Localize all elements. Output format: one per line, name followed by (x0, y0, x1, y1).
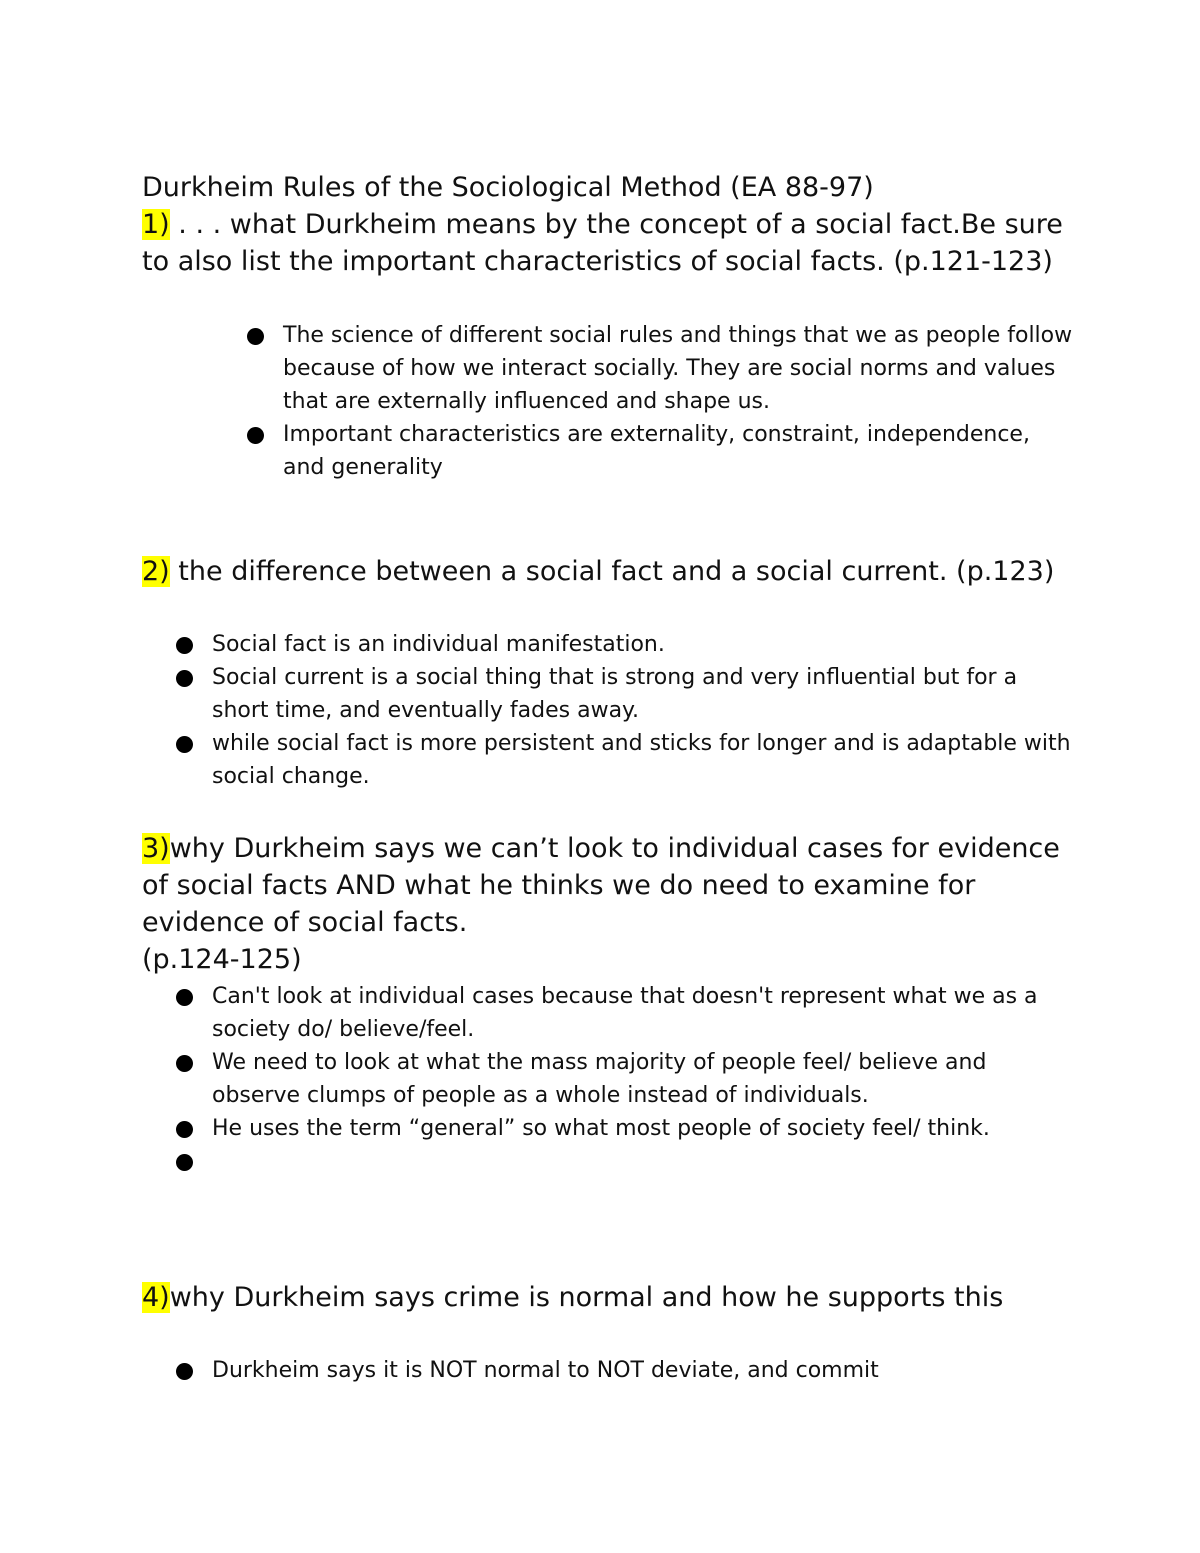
answer-text: Can't look at individual cases because that doesn't represent what we as a society do/ believe/feel. (212, 984, 1038, 1042)
answer-text: Durkheim says it is NOT normal to NOT deviate, and commit (212, 1358, 879, 1383)
answer-text: Social fact is an individual manifestation. (212, 632, 665, 657)
list-item (283, 418, 1073, 484)
bullet-icon (176, 989, 193, 1006)
answer-text: while social fact is more persistent and sticks for longer and is adaptable with social change. (212, 731, 1071, 789)
question-2-number: 2) (142, 556, 170, 587)
question-4-text: why Durkheim says crime is normal and how he supports this (169, 1282, 1004, 1313)
list-item (212, 1354, 1072, 1387)
question-2-text: the difference between a social fact and a social current. (p.123) (169, 556, 1055, 587)
bullet-icon (176, 637, 193, 654)
list-item (212, 1112, 1072, 1145)
question-4 (142, 1279, 1072, 1316)
question-1 (142, 206, 1072, 280)
answer-text: He uses the term “general” so what most people of society feel/ think. (212, 1116, 990, 1141)
question-2 (142, 553, 1072, 590)
question-3-answers (212, 980, 1072, 1178)
bullet-icon (176, 1154, 193, 1171)
question-2-answers (212, 628, 1072, 793)
bullet-icon (176, 1121, 193, 1138)
list-item (212, 1145, 1072, 1178)
answer-text: The science of different social rules and things that we as people follow because of how we interact socially. They are social norms and values that are externally influenced and shape us. (283, 323, 1073, 414)
answer-text: We need to look at what the mass majority of people feel/ believe and observe clumps of people as a whole instead of individuals. (212, 1050, 987, 1108)
bullet-icon (247, 328, 264, 345)
bullet-icon (176, 736, 193, 753)
question-3-ref: (p.124-125) (142, 944, 302, 975)
answer-text: Social current is a social thing that is strong and very influential but for a short time, and eventually fades away. (212, 665, 1018, 723)
question-1-number: 1) (142, 209, 170, 240)
question-3-number: 3) (142, 833, 170, 864)
question-4-number: 4) (142, 1282, 170, 1313)
list-item (212, 727, 1072, 793)
list-item (212, 661, 1072, 727)
question-3-text: why Durkheim says we can’t look to individual cases for evidence of social facts AND what he thinks we do need to examine for evidence of social facts. (142, 833, 1060, 938)
question-1-text: . . . what Durkheim means by the concept of a social fact.Be sure to also list the important characteristics of social facts. (p.121-123) (142, 209, 1063, 277)
list-item (212, 980, 1072, 1046)
list-item (212, 1046, 1072, 1112)
question-3 (142, 830, 1072, 978)
document-title: Durkheim Rules of the Sociological Method (EA 88-97) (142, 172, 874, 203)
bullet-icon (176, 1055, 193, 1072)
bullet-icon (247, 427, 264, 444)
answer-text: Important characteristics are externality, constraint, independence, and generality (283, 422, 1030, 480)
question-4-answers (212, 1354, 1072, 1387)
bullet-icon (176, 1363, 193, 1380)
list-item (283, 319, 1073, 418)
list-item (212, 628, 1072, 661)
question-1-answers (283, 319, 1073, 484)
bullet-icon (176, 670, 193, 687)
